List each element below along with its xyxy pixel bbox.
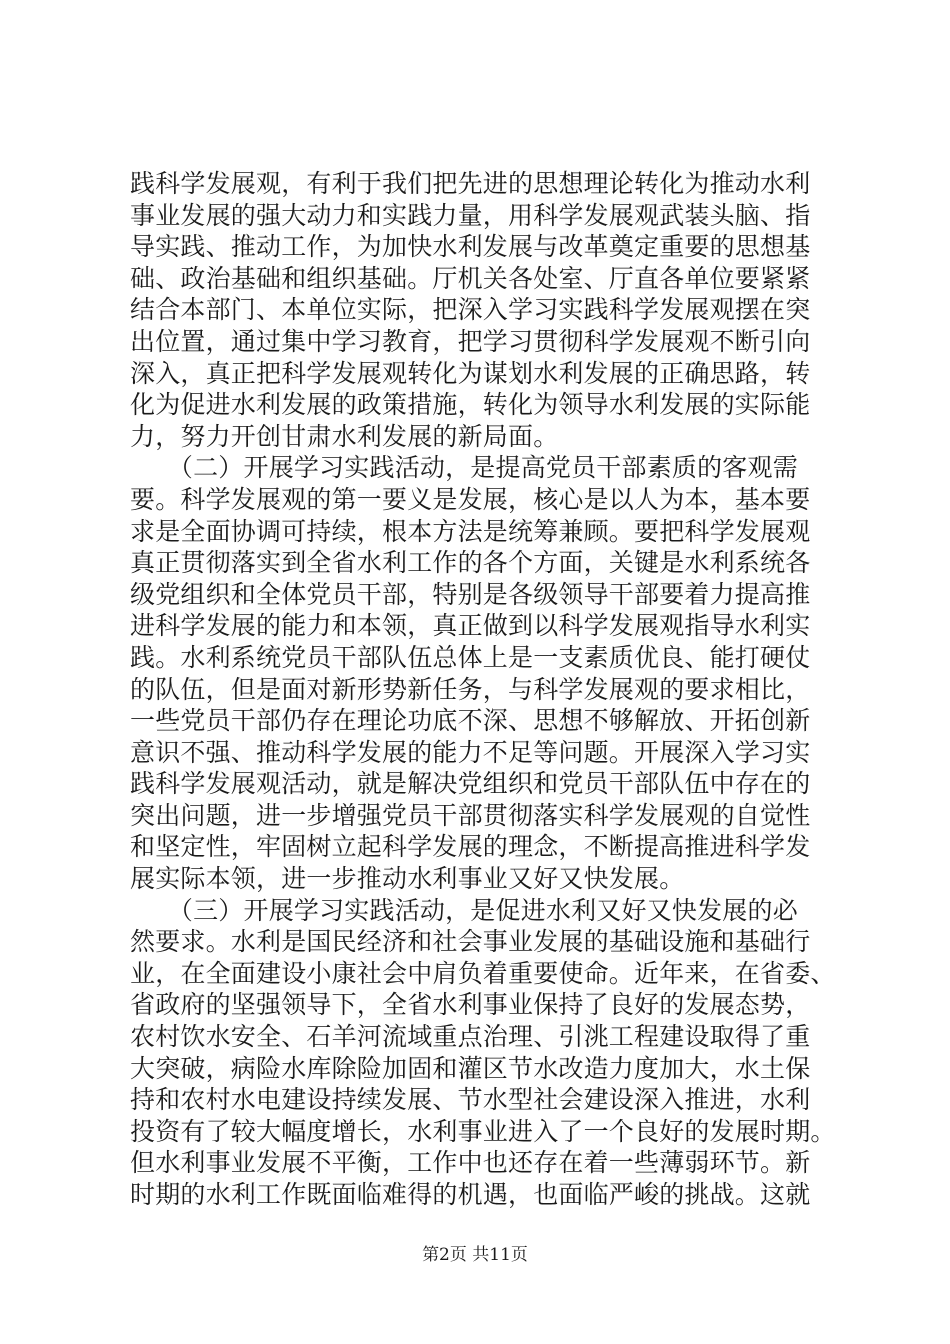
text-line: 力，努力开创甘肃水利发展的新局面。 [130,421,559,451]
text-line: 出位置，通过集中学习教育，把学习贯彻科学发展观不断引向 [130,326,811,356]
text-line: 业，在全面建设小康社会中肩负着重要使命。近年来，在省委、 [130,958,836,988]
text-line: 结合本部门、本单位实际，把深入学习实践科学发展观摆在突 [130,295,811,325]
text-line: 大突破，病险水库除险加固和灌区节水改造力度加大，水土保 [130,1053,811,1083]
text-line: （三）开展学习实践活动，是促进水利又好又快发展的必 [130,895,798,925]
text-line: 级党组织和全体党员干部，特别是各级领导干部要着力提高推 [130,579,811,609]
text-line: 和坚定性，牢固树立起科学发展的理念，不断提高推进科学发 [130,832,811,862]
text-line: 省政府的坚强领导下，全省水利事业保持了良好的发展态势， [130,990,811,1020]
text-line: 践科学发展观活动，就是解决党组织和党员干部队伍中存在的 [130,769,811,799]
text-line: （二）开展学习实践活动，是提高党员干部素质的客观需 [130,453,798,483]
text-line: 真正贯彻落实到全省水利工作的各个方面，关键是水利系统各 [130,548,811,578]
text-line: 突出问题，进一步增强党员干部贯彻落实科学发展观的自觉性 [130,800,811,830]
text-line: 进科学发展的能力和本领，真正做到以科学发展观指导水利实 [130,611,811,641]
text-line: 要。科学发展观的第一要义是发展，核心是以人为本，基本要 [130,484,811,514]
text-line: 农村饮水安全、石羊河流域重点治理、引洮工程建设取得了重 [130,1022,811,1052]
text-line: 时期的水利工作既面临难得的机遇，也面临严峻的挑战。这就 [130,1180,811,1209]
text-line: 事业发展的强大动力和实践力量，用科学发展观武装头脑、指 [130,200,811,230]
text-line: 意识不强、推动科学发展的能力不足等问题。开展深入学习实 [130,737,811,767]
text-line: 础、政治基础和组织基础。厅机关各处室、厅直各单位要紧紧 [130,263,811,293]
text-line: 的队伍，但是面对新形势新任务，与科学发展观的要求相比， [130,674,811,704]
text-line: 持和农村水电建设持续发展、节水型社会建设深入推进，水利 [130,1085,811,1115]
text-line: 深入，真正把科学发展观转化为谋划水利发展的正确思路，转 [130,358,811,388]
page-footer [0,1244,950,1266]
body-text [130,168,836,1211]
text-line: 导实践、推动工作，为加快水利发展与改革奠定重要的思想基 [130,232,811,262]
text-line: 然要求。水利是国民经济和社会事业发展的基础设施和基础行 [130,927,811,957]
text-line: 投资有了较大幅度增长，水利事业进入了一个良好的发展时期。 [130,1116,836,1146]
page-number-label: 第2页 共11页 [422,1245,528,1265]
text-line: 一些党员干部仍存在理论功底不深、思想不够解放、开拓创新 [130,706,811,736]
text-line: 践。水利系统党员干部队伍总体上是一支素质优良、能打硬仗 [130,642,811,672]
text-line: 求是全面协调可持续，根本方法是统筹兼顾。要把科学发展观 [130,516,811,546]
text-line: 但水利事业发展不平衡，工作中也还存在着一些薄弱环节。新 [130,1148,811,1178]
text-line: 化为促进水利发展的政策措施，转化为领导水利发展的实际能 [130,390,811,420]
text-line: 展实际本领，进一步推动水利事业又好又快发展。 [130,864,685,894]
text-line: 践科学发展观，有利于我们把先进的思想理论转化为推动水利 [130,169,811,198]
